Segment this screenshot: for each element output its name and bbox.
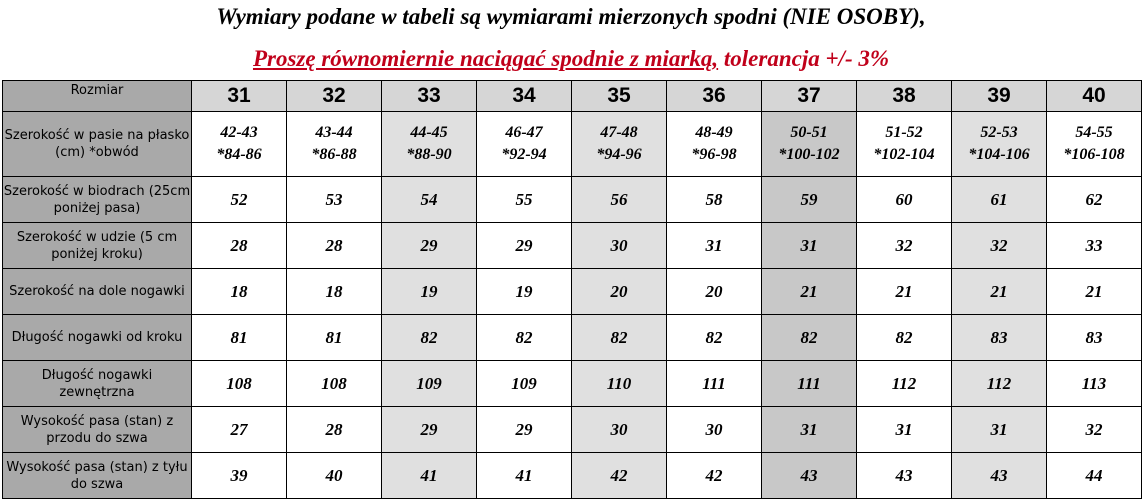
measurement-cell: 47-48 *94-96 [572, 112, 667, 177]
table-row [3, 407, 1142, 453]
measurement-cell: 29 [477, 407, 572, 453]
measurement-cell: 31 [762, 223, 857, 269]
row-label: Długość nogawki od kroku [3, 315, 192, 361]
measurement-cell: 43-44 *86-88 [287, 112, 382, 177]
measurement-cell: 40 [287, 453, 382, 499]
measurement-cell: 60 [857, 177, 952, 223]
measurement-cell: 83 [1047, 315, 1142, 361]
table-row [3, 223, 1142, 269]
measurement-cell: 32 [1047, 407, 1142, 453]
size-header-35: 35 [572, 81, 667, 112]
table-row [3, 315, 1142, 361]
size-header-36: 36 [667, 81, 762, 112]
measurement-cell: 82 [572, 315, 667, 361]
measurement-cell: 31 [857, 407, 952, 453]
measurement-cell: 56 [572, 177, 667, 223]
measurement-cell: 29 [382, 407, 477, 453]
measurement-cell: 53 [287, 177, 382, 223]
measurement-cell: 111 [667, 361, 762, 407]
measurement-cell: 82 [762, 315, 857, 361]
size-chart-body [3, 112, 1142, 499]
measurement-cell: 58 [667, 177, 762, 223]
measurement-cell: 54 [382, 177, 477, 223]
size-chart-table [2, 80, 1142, 499]
measurement-cell: 52-53 *104-106 [952, 112, 1047, 177]
size-header-37: 37 [762, 81, 857, 112]
notice-subtitle [0, 44, 1142, 74]
table-row [3, 453, 1142, 499]
measurement-cell: 82 [857, 315, 952, 361]
measurement-cell: 50-51 *100-102 [762, 112, 857, 177]
measurement-cell: 42 [572, 453, 667, 499]
measurement-cell: 52 [192, 177, 287, 223]
measurement-cell: 42-43 *84-86 [192, 112, 287, 177]
measurement-cell: 19 [382, 269, 477, 315]
measurement-cell: 44-45 *88-90 [382, 112, 477, 177]
measurement-cell: 41 [382, 453, 477, 499]
notice-subtitle-underlined: Proszę równomiernie naciągać spodnie z miarką, [252, 46, 719, 71]
measurement-cell: 48-49 *96-98 [667, 112, 762, 177]
row-label: Wysokość pasa (stan) z przodu do szwa [3, 407, 192, 453]
measurement-cell: 20 [572, 269, 667, 315]
measurement-cell: 21 [1047, 269, 1142, 315]
notice-subtitle-tolerance: tolerancja +/- 3% [718, 46, 890, 71]
measurement-cell: 30 [572, 223, 667, 269]
row-label: Wysokość pasa (stan) z tyłu do szwa [3, 453, 192, 499]
table-row [3, 361, 1142, 407]
table-row [3, 269, 1142, 315]
measurement-cell: 108 [287, 361, 382, 407]
measurement-cell: 109 [382, 361, 477, 407]
measurement-cell: 109 [477, 361, 572, 407]
measurement-cell: 112 [952, 361, 1047, 407]
measurement-cell: 43 [952, 453, 1047, 499]
size-header-31: 31 [192, 81, 287, 112]
size-header-34: 34 [477, 81, 572, 112]
measurement-cell: 46-47 *92-94 [477, 112, 572, 177]
measurement-cell: 29 [382, 223, 477, 269]
measurement-cell: 108 [192, 361, 287, 407]
measurement-cell: 31 [762, 407, 857, 453]
measurement-cell: 55 [477, 177, 572, 223]
measurement-cell: 30 [572, 407, 667, 453]
measurement-cell: 28 [287, 223, 382, 269]
row-label: Szerokość na dole nogawki [3, 269, 192, 315]
size-header-32: 32 [287, 81, 382, 112]
size-header-38: 38 [857, 81, 952, 112]
measurement-cell: 110 [572, 361, 667, 407]
measurement-cell: 29 [477, 223, 572, 269]
row-label: Szerokość w biodrach (25cm poniżej pasa) [3, 177, 192, 223]
size-header-39: 39 [952, 81, 1047, 112]
measurement-cell: 54-55 *106-108 [1047, 112, 1142, 177]
measurement-cell: 27 [192, 407, 287, 453]
measurement-cell: 43 [762, 453, 857, 499]
measurement-cell: 81 [192, 315, 287, 361]
measurement-cell: 18 [287, 269, 382, 315]
measurement-cell: 33 [1047, 223, 1142, 269]
measurement-cell: 32 [952, 223, 1047, 269]
table-row [3, 112, 1142, 177]
measurement-cell: 20 [667, 269, 762, 315]
measurement-cell: 82 [382, 315, 477, 361]
measurement-cell: 31 [667, 223, 762, 269]
notice-title: Wymiary podane w tabeli są wymiarami mierzonych spodni (NIE OSOBY), [216, 4, 926, 29]
row-label: Długość nogawki zewnętrzna [3, 361, 192, 407]
measurement-cell: 44 [1047, 453, 1142, 499]
measurement-cell: 82 [477, 315, 572, 361]
measurement-cell: 32 [857, 223, 952, 269]
measurement-cell: 18 [192, 269, 287, 315]
measurement-cell: 21 [762, 269, 857, 315]
size-header-label: Rozmiar [3, 81, 192, 112]
measurement-cell: 83 [952, 315, 1047, 361]
measurement-cell: 21 [952, 269, 1047, 315]
measurement-cell: 28 [192, 223, 287, 269]
measurement-cell: 113 [1047, 361, 1142, 407]
row-label: Szerokość w udzie (5 cm poniżej kroku) [3, 223, 192, 269]
measurement-cell: 31 [952, 407, 1047, 453]
measurement-cell: 61 [952, 177, 1047, 223]
table-row [3, 177, 1142, 223]
measurement-cell: 43 [857, 453, 952, 499]
measurement-cell: 42 [667, 453, 762, 499]
size-header-40: 40 [1047, 81, 1142, 112]
measurement-cell: 62 [1047, 177, 1142, 223]
measurement-cell: 19 [477, 269, 572, 315]
measurement-cell: 28 [287, 407, 382, 453]
size-header-33: 33 [382, 81, 477, 112]
measurement-cell: 81 [287, 315, 382, 361]
measurement-cell: 30 [667, 407, 762, 453]
measurement-cell: 82 [667, 315, 762, 361]
measurement-cell: 39 [192, 453, 287, 499]
measurement-cell: 41 [477, 453, 572, 499]
measurement-cell: 59 [762, 177, 857, 223]
measurement-cell: 111 [762, 361, 857, 407]
size-header-row [3, 81, 1142, 112]
measurement-cell: 51-52 *102-104 [857, 112, 952, 177]
row-label: Szerokość w pasie na płasko (cm) *obwód [3, 112, 192, 177]
measurement-cell: 21 [857, 269, 952, 315]
measurement-cell: 112 [857, 361, 952, 407]
